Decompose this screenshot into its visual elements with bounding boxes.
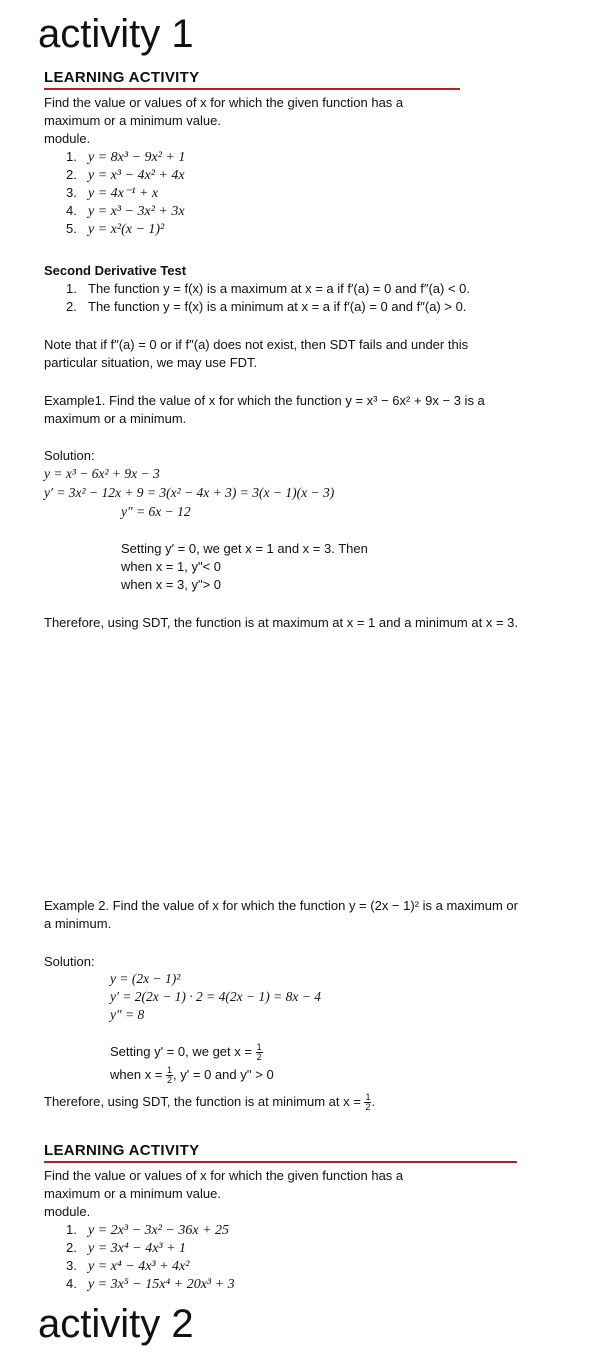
example-2-step-1	[110, 1043, 263, 1062]
item-number: 3.	[66, 185, 77, 200]
activity-2-problem-item	[66, 1258, 235, 1276]
activity-1-problem-item	[66, 203, 185, 221]
activity-1-problem-item	[66, 185, 185, 203]
conclusion-text: Therefore, using SDT, the function is at minimum at x =	[44, 1094, 361, 1109]
example-2-equation-y: y = (2x − 1)²	[110, 971, 181, 986]
learning-activity-1-rule	[44, 88, 460, 90]
sdt-note-line-2: particular situation, we may use FDT.	[44, 355, 258, 370]
activity-2-problem-item	[66, 1240, 235, 1258]
activity-1-instruction-line-2: maximum or a minimum value.	[44, 113, 221, 128]
example-2-equation-y-prime: y′ = 2(2x − 1) · 2 = 4(2x − 1) = 8x − 4	[110, 989, 321, 1004]
example-1-step-3: when x = 3, y"> 0	[121, 577, 222, 592]
activity-1-instruction-line-1: Find the value or values of x for which the given function has a	[44, 95, 404, 110]
activity-1-instruction-line-3: module.	[44, 131, 91, 146]
rule-text: The function y = f(x) is a minimum at x = a if f′(a) = 0 and f″(a) > 0.	[88, 299, 467, 314]
item-expression: y = x⁴ − 4x³ + 4x²	[88, 1259, 190, 1274]
rule-number: 1.	[66, 281, 77, 296]
item-number: 1.	[66, 149, 77, 164]
sdt-rule-1	[66, 280, 470, 297]
example-1-conclusion: Therefore, using SDT, the function is at maximum at x = 1 and a minimum at x = 3.	[44, 615, 518, 630]
example-2-line-1: Example 2. Find the value of x for which the function y = (2x − 1)² is a maximum or	[44, 898, 518, 913]
activity-2-problem-item	[66, 1222, 235, 1240]
step-2-text-pre: when x =	[110, 1067, 163, 1082]
item-number: 2.	[66, 167, 77, 182]
sdt-note-line-1: Note that if f″(a) = 0 or if f″(a) does not exist, then SDT fails and under this	[44, 337, 469, 352]
step-1-text: Setting y' = 0, we get x =	[110, 1044, 252, 1059]
fraction-one-half: $\frac{1}{2}$	[256, 1042, 262, 1063]
activity-1-problem-item	[66, 221, 185, 239]
learning-activity-1-title: LEARNING ACTIVITY	[44, 69, 200, 86]
example-2-solution-label: Solution:	[44, 954, 95, 969]
example-1-step-2: when x = 1, y"< 0	[121, 559, 222, 574]
item-number: 4.	[66, 1276, 77, 1291]
activity-2-instruction-line-3: module.	[44, 1204, 91, 1219]
rule-text: The function y = f(x) is a maximum at x = a if f′(a) = 0 and f″(a) < 0.	[88, 281, 471, 296]
fraction-one-half: $\frac{1}{2}$	[167, 1065, 173, 1086]
example-1-step-1: Setting y′ = 0, we get x = 1 and x = 3. Then	[121, 541, 368, 556]
sdt-rule-2	[66, 298, 466, 315]
item-expression: y = 3x⁵ − 15x⁴ + 20x³ + 3	[88, 1277, 235, 1292]
item-expression: y = x³ − 4x² + 4x	[88, 168, 185, 183]
item-number: 2.	[66, 1240, 77, 1255]
example-2-equation-y-double-prime: y″ = 8	[110, 1007, 145, 1022]
example-1-line-1: Example1. Find the value of x for which the function y = x³ − 6x² + 9x − 3 is a	[44, 393, 485, 408]
item-number: 1.	[66, 1222, 77, 1237]
fraction-one-half: $\frac{1}{2}$	[365, 1092, 371, 1113]
item-number: 5.	[66, 221, 77, 236]
example-1-equation-y: y = x³ − 6x² + 9x − 3	[44, 466, 160, 481]
activity-2-instruction-line-2: maximum or a minimum value.	[44, 1186, 221, 1201]
learning-activity-2-title: LEARNING ACTIVITY	[44, 1142, 200, 1159]
example-1-equation-y-prime: y′ = 3x² − 12x + 9 = 3(x² − 4x + 3) = 3(x − 1)(x − 3)	[44, 485, 335, 500]
item-expression: y = 3x⁴ − 4x³ + 1	[88, 1241, 187, 1256]
example-2-conclusion	[44, 1093, 375, 1112]
item-expression: y = x³ − 3x² + 3x	[88, 204, 185, 219]
example-2-step-2	[110, 1066, 274, 1085]
rule-number: 2.	[66, 299, 77, 314]
activity-2-heading: activity 2	[38, 1302, 194, 1346]
item-expression: y = x²(x − 1)²	[88, 222, 165, 237]
conclusion-period: .	[371, 1094, 376, 1109]
activity-1-heading: activity 1	[38, 12, 194, 56]
activity-1-problem-item	[66, 149, 185, 167]
activity-2-problem-item	[66, 1276, 235, 1294]
item-expression: y = 4x⁻¹ + x	[88, 186, 159, 201]
example-1-equation-y-double-prime: y″ = 6x − 12	[121, 504, 191, 519]
activity-2-instruction-line-1: Find the value or values of x for which the given function has a	[44, 1168, 404, 1183]
example-2-line-2: a minimum.	[44, 916, 112, 931]
activity-1-problem-list	[66, 149, 185, 239]
item-number: 4.	[66, 203, 77, 218]
sdt-title: Second Derivative Test	[44, 263, 187, 278]
activity-1-problem-item	[66, 167, 185, 185]
example-1-solution-label: Solution:	[44, 448, 95, 463]
item-number: 3.	[66, 1258, 77, 1273]
example-1-line-2: maximum or a minimum.	[44, 411, 187, 426]
item-expression: y = 2x³ − 3x² − 36x + 25	[88, 1223, 230, 1238]
step-2-text-post: , y' = 0 and y'' > 0	[173, 1067, 274, 1082]
activity-2-problem-list	[66, 1222, 235, 1294]
item-expression: y = 8x³ − 9x² + 1	[88, 150, 186, 165]
learning-activity-2-rule	[44, 1161, 517, 1163]
